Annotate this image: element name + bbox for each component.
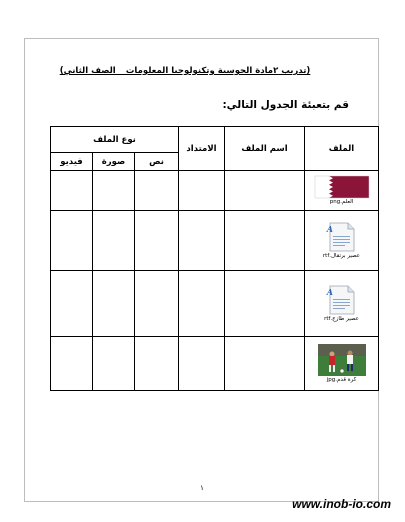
extension-cell[interactable] — [179, 211, 225, 271]
video-cell[interactable] — [51, 171, 93, 211]
page-title: (تدريب ٢مادة الحوسبة وتكنولوجيا المعلومات _ الصف الثاني) — [59, 66, 311, 76]
header-file-type: نوع الملف — [51, 127, 179, 153]
extension-cell[interactable] — [179, 337, 225, 391]
image-cell[interactable] — [93, 171, 135, 211]
header-text: نص — [135, 153, 179, 171]
file-caption: عصير طازج.rtf — [324, 316, 359, 322]
file-table — [50, 126, 379, 391]
text-cell[interactable] — [135, 271, 179, 337]
video-cell[interactable] — [51, 337, 93, 391]
image-cell[interactable] — [93, 337, 135, 391]
header-extension: الامتداد — [179, 127, 225, 171]
file-caption: العلم.png — [329, 199, 354, 205]
file-name-cell[interactable] — [225, 171, 305, 211]
file-cell — [305, 271, 379, 337]
file-caption: عصير برتقال.rtf — [322, 253, 361, 259]
svg-text:A: A — [326, 224, 333, 234]
instruction-text: قم بتعبئة الجدول التالي: — [222, 99, 349, 111]
file-cell — [305, 211, 379, 271]
table-row — [51, 337, 379, 391]
file-cell — [305, 337, 379, 391]
svg-text:A: A — [326, 287, 333, 297]
file-caption: كرة قدم.jpg — [326, 377, 357, 383]
text-cell[interactable] — [135, 171, 179, 211]
text-cell[interactable] — [135, 211, 179, 271]
header-file-name: اسم الملف — [225, 127, 305, 171]
footer-website: www.inob-io.com — [292, 497, 391, 511]
file-cell — [305, 171, 379, 211]
video-cell[interactable] — [51, 211, 93, 271]
image-cell[interactable] — [93, 271, 135, 337]
video-cell[interactable] — [51, 271, 93, 337]
table-row — [51, 211, 379, 271]
header-video: فيديو — [51, 153, 93, 171]
table-row — [51, 171, 379, 211]
header-image: صورة — [93, 153, 135, 171]
extension-cell[interactable] — [179, 171, 225, 211]
photo-icon — [318, 344, 366, 376]
text-cell[interactable] — [135, 337, 179, 391]
file-name-cell[interactable] — [225, 337, 305, 391]
extension-cell[interactable] — [179, 271, 225, 337]
document-icon — [326, 285, 355, 315]
file-name-cell[interactable] — [225, 271, 305, 337]
file-name-cell[interactable] — [225, 211, 305, 271]
document-icon — [326, 222, 355, 252]
header-file: الملف — [305, 127, 379, 171]
flag-image-icon — [315, 176, 369, 198]
table-row — [51, 271, 379, 337]
image-cell[interactable] — [93, 211, 135, 271]
page-number: ١ — [200, 484, 204, 492]
